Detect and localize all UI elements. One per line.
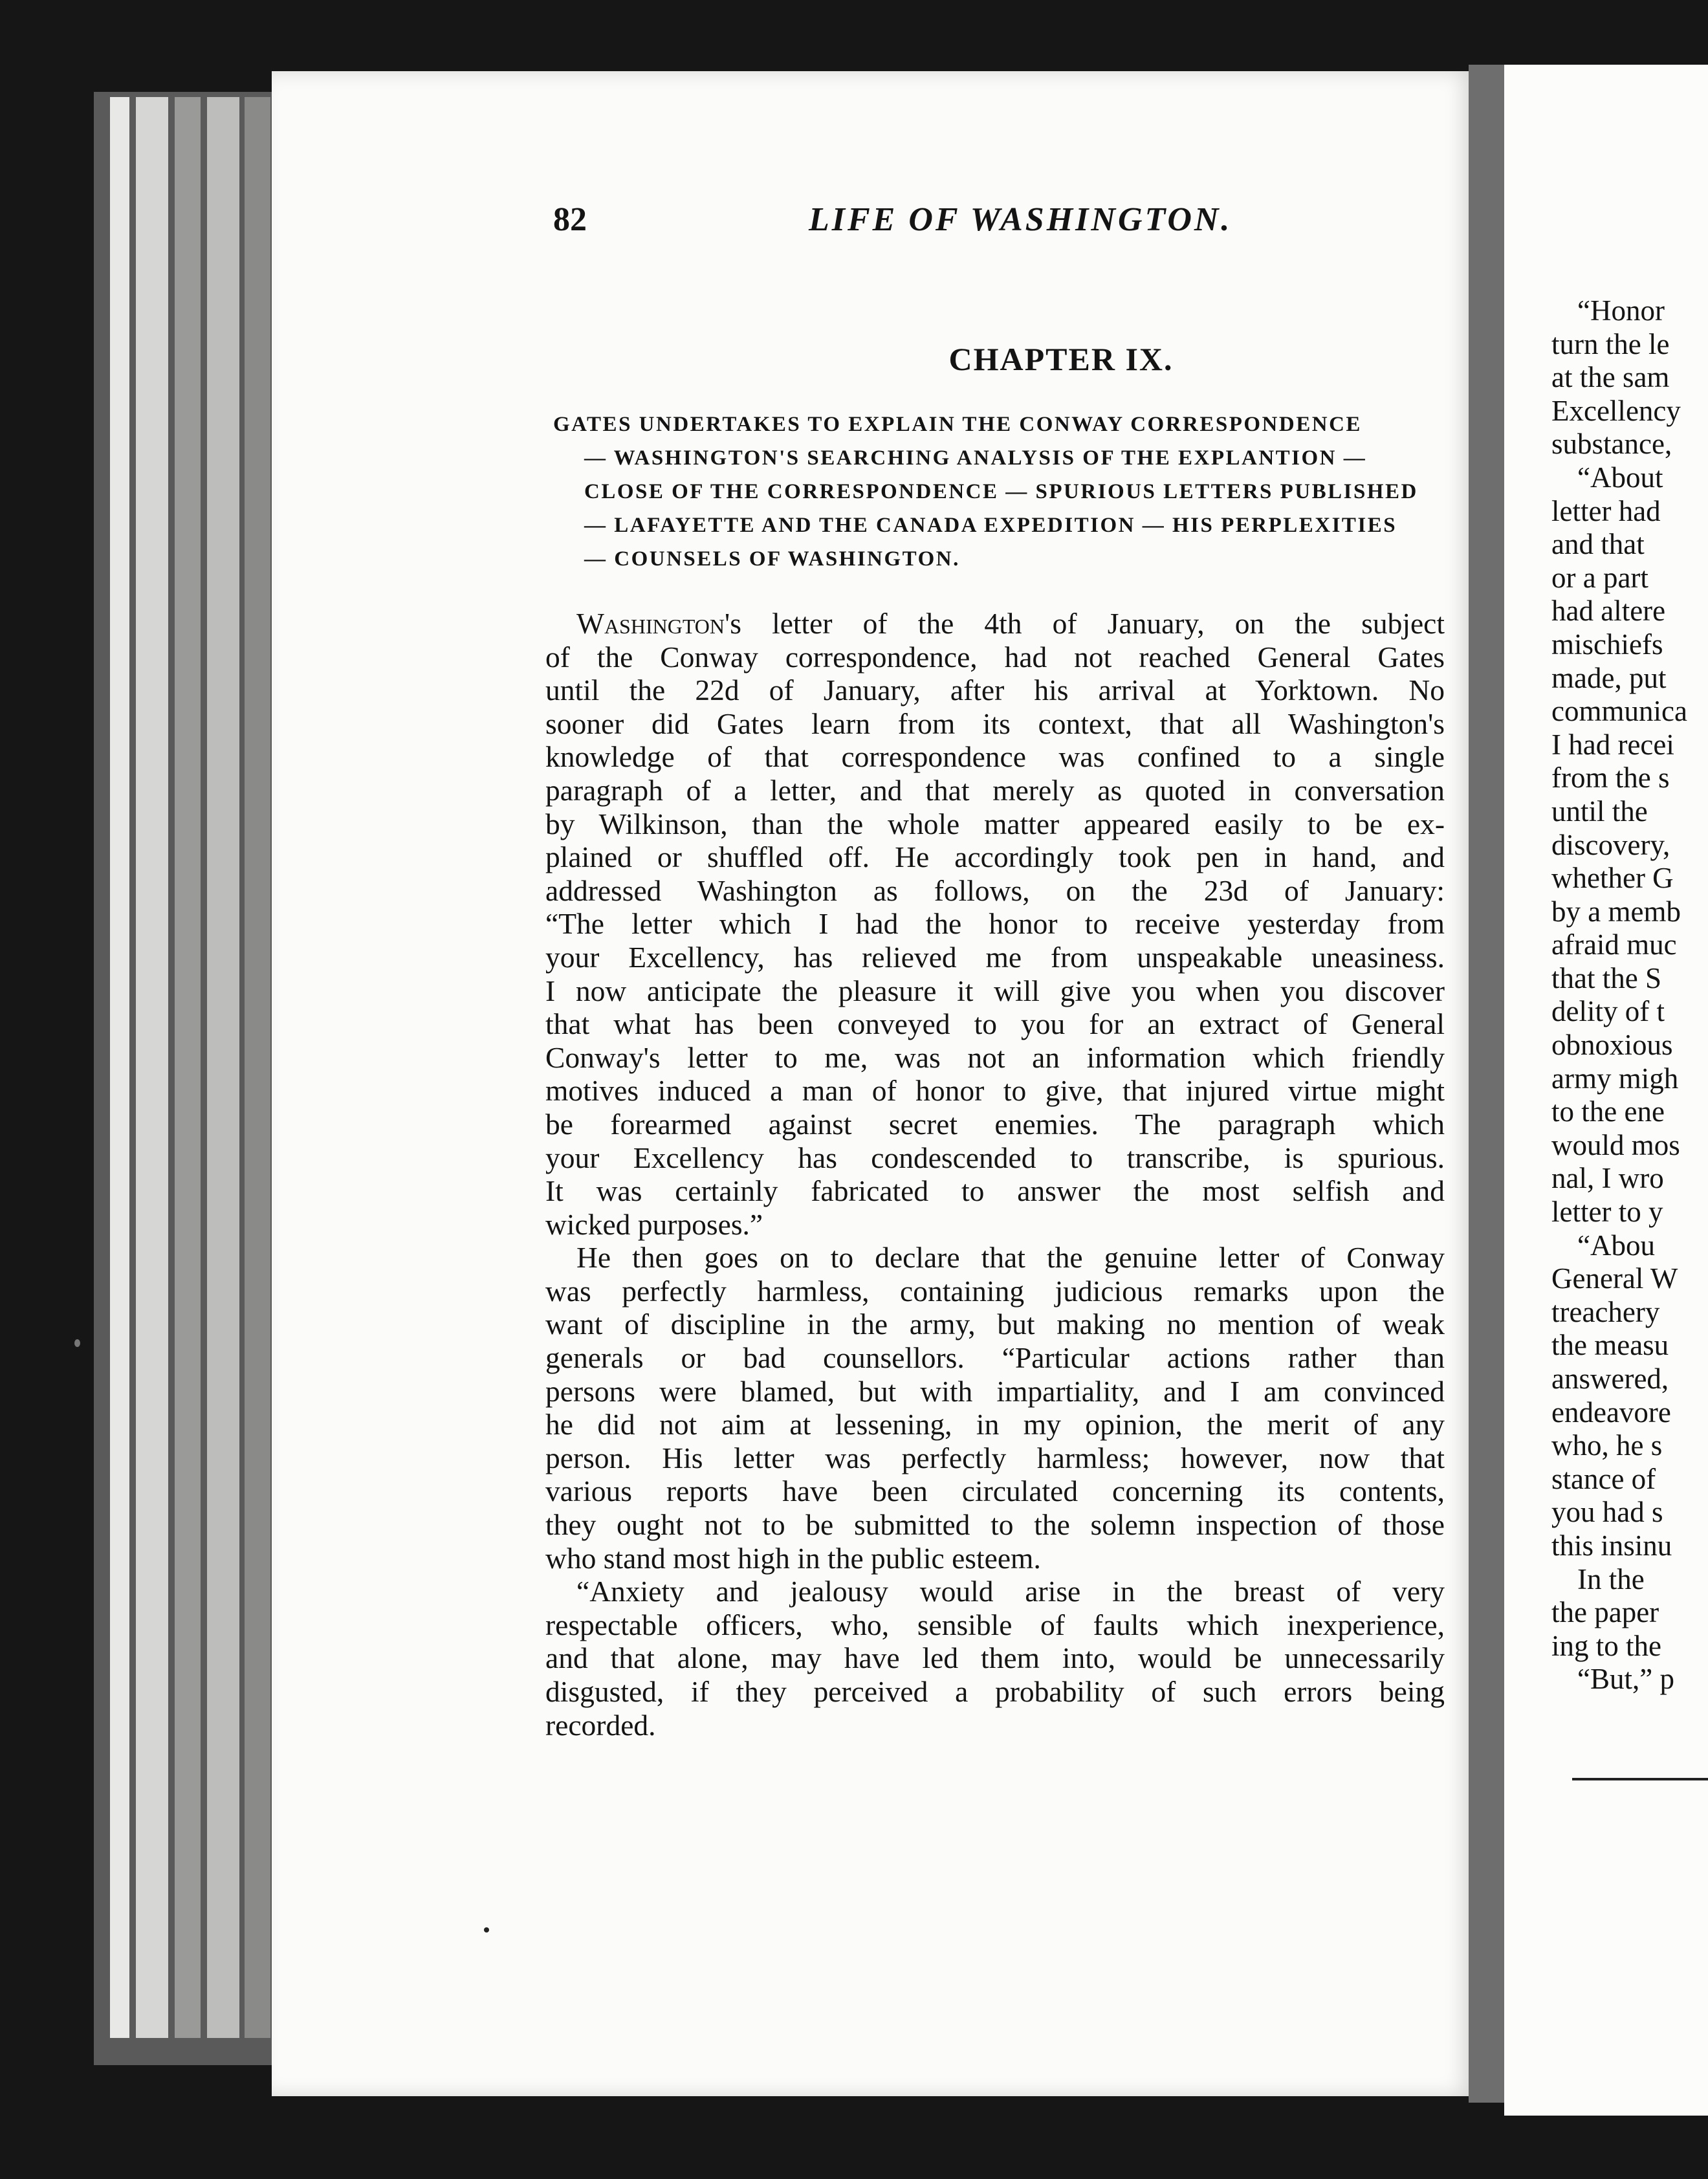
text-line: they ought not to be submitted to the solemn inspection of those: [545, 1508, 1445, 1542]
facing-line: or a part: [1551, 561, 1648, 594]
text-line: generals or bad counsellors. “Particular actions rather than: [545, 1341, 1445, 1375]
facing-line: delity of t: [1551, 995, 1665, 1028]
facing-line: you had s: [1551, 1496, 1663, 1529]
text-line: recorded.: [545, 1708, 656, 1742]
text-line: was perfectly harmless, containing judicious remarks upon the: [545, 1274, 1445, 1308]
facing-line: stance of: [1551, 1462, 1656, 1495]
chapter-summary: [553, 408, 1443, 576]
summary-line: GATES UNDERTAKES TO EXPLAIN THE CONWAY CORRESPONDENCE: [553, 413, 1362, 436]
text-line: “Anxiety and jealousy would arise in the breast of very: [576, 1575, 1445, 1608]
facing-line: letter to y: [1551, 1196, 1663, 1229]
facing-line: would mos: [1551, 1128, 1680, 1161]
facing-line: whether G: [1551, 862, 1674, 895]
page-number: 82: [553, 201, 587, 238]
facing-line: “About: [1577, 461, 1663, 494]
body-text: [545, 607, 1445, 1742]
text-line: Washington's letter of the 4th of January, on the subject: [576, 607, 1445, 640]
facing-page-text: [1551, 294, 1687, 1696]
book-edge-strip: [245, 97, 270, 2038]
scan-speck: [74, 1339, 80, 1347]
facing-line: communica: [1551, 695, 1687, 728]
facing-line: “Honor: [1577, 294, 1665, 327]
text-line: plained or shuffled off. He accordingly took pen in hand, and: [545, 840, 1445, 874]
facing-page-rule: [1572, 1778, 1708, 1780]
facing-line: had altere: [1551, 595, 1666, 628]
book-edge-strip: [136, 97, 168, 2038]
book-edge-strip: [207, 97, 239, 2038]
facing-line: substance,: [1551, 428, 1672, 461]
facing-line: discovery,: [1551, 828, 1670, 861]
book-edge-strip: [110, 97, 129, 2038]
facing-line: nal, I wro: [1551, 1162, 1664, 1195]
facing-line: treachery: [1551, 1295, 1660, 1328]
text-line: respectable officers, who, sensible of faults which inexperience,: [545, 1608, 1445, 1641]
text-line: addressed Washington as follows, on the 23d of January:: [545, 873, 1445, 907]
facing-line: afraid muc: [1551, 928, 1677, 961]
text-line: your Excellency has condescended to transcribe, is spurious.: [545, 1141, 1445, 1174]
facing-line: army migh: [1551, 1062, 1679, 1095]
facing-line: Excellency: [1551, 394, 1681, 427]
text-line: he did not aim at lessening, in my opinion, the merit of any: [545, 1408, 1445, 1441]
facing-line: In the: [1577, 1562, 1645, 1595]
facing-line: ing to the: [1551, 1629, 1661, 1662]
book-edge-strip: [175, 97, 201, 2038]
facing-line: made, put: [1551, 661, 1667, 694]
text-line: be forearmed against secret enemies. The paragraph which: [545, 1107, 1445, 1141]
facing-line: obnoxious: [1551, 1029, 1673, 1062]
chapter-title: CHAPTER IX.: [948, 341, 1174, 377]
running-title: LIFE OF WASHINGTON.: [809, 201, 1232, 238]
facing-line: at the sam: [1551, 361, 1670, 394]
facing-line: to the ene: [1551, 1095, 1665, 1128]
facing-line: this insinu: [1551, 1529, 1672, 1562]
facing-line: until the: [1551, 794, 1648, 827]
text-line: It was certainly fabricated to answer the most selfish and: [545, 1174, 1445, 1208]
text-line: He then goes on to declare that the genuine letter of Conway: [576, 1241, 1445, 1275]
text-line: various reports have been circulated concerning its contents,: [545, 1474, 1445, 1508]
facing-line: endeavore: [1551, 1396, 1671, 1429]
text-line: persons were blamed, but with impartiality, and I am convinced: [545, 1374, 1445, 1408]
text-line: wicked purposes.”: [545, 1207, 763, 1241]
text-line: want of discipline in the army, but making no mention of weak: [545, 1308, 1445, 1341]
first-word: Washington: [576, 607, 725, 640]
text-line: disgusted, if they perceived a probability of such errors being: [545, 1675, 1445, 1708]
facing-line: by a memb: [1551, 895, 1681, 928]
facing-line: “Abou: [1577, 1229, 1655, 1262]
summary-line: — WASHINGTON'S SEARCHING ANALYSIS OF THE EXPLANTION —: [584, 446, 1367, 470]
facing-line: “But,” p: [1577, 1663, 1674, 1696]
text-line: “The letter which I had the honor to receive yesterday from: [545, 907, 1445, 941]
text-line: Conway's letter to me, was not an information which friendly: [545, 1040, 1445, 1074]
text-line: and that alone, may have led them into, would be unnecessarily: [545, 1641, 1445, 1675]
facing-line: General W: [1551, 1262, 1678, 1295]
text-line: knowledge of that correspondence was confined to a single: [545, 740, 1445, 774]
text-line: by Wilkinson, than the whole matter appeared easily to be ex-: [545, 807, 1445, 840]
facing-line: mischiefs: [1551, 628, 1663, 661]
facing-line: the paper: [1551, 1596, 1659, 1629]
text-line: until the 22d of January, after his arrival at Yorktown. No: [545, 673, 1445, 707]
text-line: sooner did Gates learn from its context, that all Washington's: [545, 706, 1445, 740]
facing-line: turn the le: [1551, 327, 1670, 360]
text-line: motives induced a man of honor to give, that injured virtue might: [545, 1074, 1445, 1108]
text-line: who stand most high in the public esteem.: [545, 1541, 1041, 1575]
facing-line: that the S: [1551, 961, 1661, 994]
facing-line: I had recei: [1551, 728, 1674, 761]
facing-line: answered,: [1551, 1363, 1669, 1395]
facing-line: and that: [1551, 528, 1645, 561]
facing-line: from the s: [1551, 761, 1670, 794]
facing-line: who, he s: [1551, 1429, 1663, 1462]
text-line: of the Conway correspondence, had not reached General Gates: [545, 640, 1445, 673]
text-line: your Excellency, has relieved me from unspeakable uneasiness.: [545, 940, 1445, 974]
facing-line: letter had: [1551, 494, 1661, 527]
text-line: I now anticipate the pleasure it will give you when you discover: [545, 974, 1445, 1007]
text-line: that what has been conveyed to you for an extract of General: [545, 1007, 1445, 1041]
scan-speck: [484, 1927, 489, 1933]
text-line: person. His letter was perfectly harmless; however, now that: [545, 1441, 1445, 1474]
text-line: paragraph of a letter, and that merely as quoted in conversation: [545, 773, 1445, 807]
summary-line: — COUNSELS OF WASHINGTON.: [584, 547, 960, 571]
summary-line: CLOSE OF THE CORRESPONDENCE — SPURIOUS LETTERS PUBLISHED: [584, 480, 1418, 503]
summary-line: — LAFAYETTE AND THE CANADA EXPEDITION — HIS PERPLEXITIES: [584, 514, 1397, 537]
facing-line: the measu: [1551, 1329, 1669, 1362]
